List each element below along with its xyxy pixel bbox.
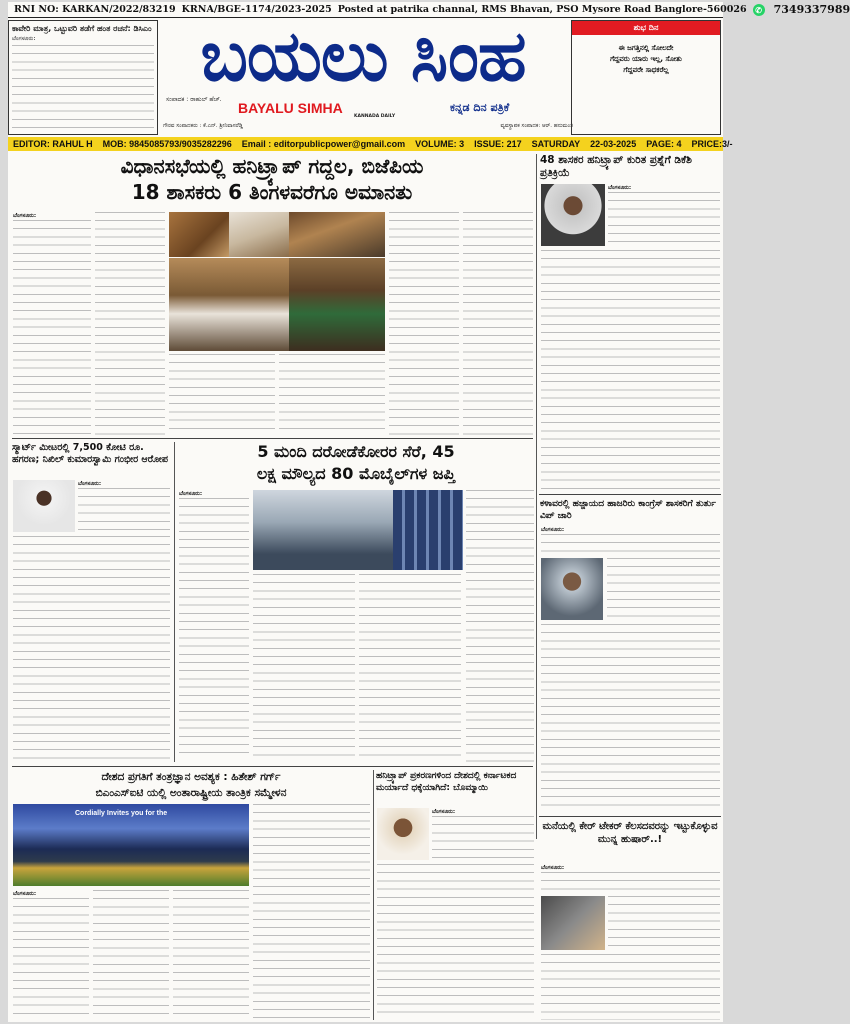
robbers-col2-lines: [253, 574, 355, 762]
robbers-col4-lines: [466, 490, 534, 762]
bommai-body: [377, 864, 534, 1020]
column-divider-right: [536, 154, 537, 839]
robbers-dateline: ಬೆಂಗಳೂರು:: [179, 491, 203, 497]
dk-intro-lines: [608, 192, 720, 246]
whip-intro-lines: [541, 534, 720, 556]
lead-col5-lines: [389, 212, 459, 437]
tech-col3-lines: [173, 890, 249, 1020]
smart-meter-dateline: ಬೆಂಗಳೂರು:: [78, 481, 102, 487]
caretaker-intro-lines: [541, 872, 720, 894]
quote-line-2: ಗೆದ್ದವರು ಯಾರು ಇಲ್ಲ, ಸೋತು: [610, 55, 682, 63]
tech-col1-lines: [13, 898, 89, 1018]
tech-divider: [373, 770, 374, 1020]
police-press-photo: [253, 490, 393, 570]
editor-name: EDITOR: RAHUL H: [13, 139, 93, 149]
left-ear-text: [12, 36, 154, 43]
smart-body-lines: [13, 536, 170, 762]
assembly-photo-3: [289, 212, 385, 257]
lead-column-1: [13, 212, 91, 437]
smart-divider: [174, 442, 175, 762]
issue-date: 22-03-2025: [590, 139, 637, 149]
whip-story-side: [607, 558, 720, 620]
whatsapp-icon: ✆: [753, 4, 765, 16]
newspaper-page: [8, 2, 850, 1022]
right-ear-quote: [572, 35, 720, 84]
tech-col2-lines: [93, 890, 169, 1020]
whatsapp-number: 7349337989: [773, 3, 850, 16]
honorary-editor: ಗೌರವ ಸಂಪಾದಕರು : ಕೆ.ಎನ್. ಶ್ರೀನಿವಾಸರೆಡ್ಡಿ: [163, 123, 243, 129]
mid-divider: [12, 766, 533, 767]
lead-headline-line-2: 18 ಶಾಸಕರು 6 ತಿಂಗಳವರೆಗೂ ಅಮಾನತು: [131, 180, 413, 204]
lead-dateline: ಬೆಂಗಳೂರು:: [13, 213, 37, 219]
whip-body-lines: [541, 624, 720, 812]
lead-col6-lines: [463, 212, 533, 437]
masthead-kannada-daily: KANNADA DAILY: [354, 114, 396, 119]
whatsapp-contact: [747, 3, 850, 16]
robbers-headline-line-1: 5 ಮಂದಿ ದರೋಡೆಕೋರರ ಸೆರೆ, 45: [257, 442, 455, 461]
assembly-photo-5: [289, 258, 385, 351]
conference-stage-photo: [13, 804, 249, 886]
krna-number: KRNA/BGE-1174/2023-2025: [181, 4, 332, 15]
whip-story-headline: ಕಳಾವರಲ್ಲಿ ಹಜ್ಜಾಯದ ಹಾಜರಿರು ಕಾಂಗ್ರೆಸ್ ಶಾಸಕರಿಗೆ ತುರ್ತು ವಿಪ್ ಜಾರಿ: [540, 499, 716, 521]
caretaker-dateline: ಬೆಂಗಳೂರು:: [541, 865, 565, 871]
left-ear-body-lines: [12, 45, 154, 129]
siddaramaiah-photo: [541, 558, 603, 620]
robbers-column-1: [179, 490, 249, 762]
tech-dateline: ಬೆಂಗಳೂರು:: [13, 891, 37, 897]
robbers-column-4: [466, 490, 534, 762]
dk-story-intro: [608, 184, 720, 246]
whip-story-body: [541, 624, 720, 812]
masthead-kannada-sub: ಕನ್ನಡ ದಿನ ಪತ್ರಿಕೆ: [450, 101, 510, 114]
volume-number: VOLUME: 3: [415, 139, 465, 149]
posted-address: Posted at patrika channal, RMS Bhavan, PSO Mysore Road Banglore-560026: [337, 4, 747, 15]
caretaker-photo: [541, 896, 605, 950]
tech-column-1: [13, 890, 89, 1020]
right-ear-heading: ಶುಭ ದಿನ: [572, 21, 720, 35]
whip-dateline: ಬೆಂಗಳೂರು:: [541, 527, 565, 533]
smart-intro-lines: [78, 488, 170, 532]
nikhil-kumaraswamy-photo: [13, 480, 75, 532]
page-number: PAGE: 4: [646, 139, 682, 149]
masthead-english-name: BAYALU SIMHA: [238, 100, 343, 116]
editor-credit: ಸಂಪಾದಕ : ರಾಹುಲ್ ಹೆಚ್.: [166, 96, 222, 103]
tech-column-right: [253, 804, 370, 1020]
robbers-column-2: [253, 574, 355, 762]
robbers-headline-line-2: ಲಕ್ಷ ಮೌಲ್ಯದ 80 ಮೊಬೈಲ್‌ಗಳ ಜಪ್ತಿ: [256, 464, 456, 483]
masthead-title: ಬಯಲು ಸಿಂಹ: [200, 15, 526, 97]
caretaker-side-lines: [608, 896, 720, 950]
whip-story-intro: [541, 526, 720, 556]
lead-col4-lines: [279, 354, 385, 434]
left-ear-dateline: ಬೆಂಗಳೂರು:: [12, 36, 36, 42]
tech-column-2: [93, 890, 169, 1020]
quote-line-3: ಗೆದ್ದವರೇ ಸಾಧಕರೆಲ್ಲ: [623, 66, 669, 74]
caretaker-headline: ಮನೆಯಲ್ಲಿ ಕೇರ್ ಟೇಕರ್ ಕೆಲಸದವರನ್ನು ಇಟ್ಟುಕೊಳ್ಳುವ ಮುನ್ನ ಹುಷಾರ್..!: [542, 821, 718, 845]
email-address: Email : editorpublicpower@gmail.com: [241, 139, 406, 149]
right-divider-2: [539, 816, 721, 817]
price: PRICE:3/-: [691, 139, 733, 149]
caretaker-body: [541, 954, 720, 1020]
lead-column-6: [463, 212, 533, 437]
issue-number: ISSUE: 217: [474, 139, 522, 149]
lead-column-2: [95, 212, 165, 437]
lead-col2-lines: [95, 212, 165, 437]
lead-headline-line-1: ವಿಧಾನಸಭೆಯಲ್ಲಿ ಹನಿಟ್ರ್ಯಾಪ್ ಗದ್ದಲ, ಬಿಜೆಪಿಯ: [120, 154, 424, 178]
quote-line-1: ಈ ಜಗತ್ತಿನಲ್ಲಿ ಸೋಲದೇ: [618, 44, 674, 52]
tech-headline-line-1: ದೇಶದ ಪ್ರಗತಿಗೆ ತಂತ್ರಜ್ಞಾನ ಅವಶ್ಯಕ : ಹಿತೇಶ್ ಗರ್ಗ್: [101, 771, 281, 783]
bommai-body-lines: [377, 864, 534, 1020]
whip-side-lines: [607, 558, 720, 620]
dk-story-headline: 48 ಶಾಸಕರ ಹನಿಟ್ರ್ಯಾಪ್ ಕುರಿತ ಪ್ರಶ್ನೆಗೆ ಡಿಕೆಶಿ ಪ್ರತಿಕ್ರಿಯೆ: [540, 154, 692, 179]
right-ear-box: [571, 20, 721, 135]
bommai-intro-lines: [432, 816, 534, 860]
dk-shivakumar-photo: [541, 184, 605, 246]
smart-meter-body: [13, 536, 170, 762]
rni-number: RNI NO: KARKAN/2022/83219: [14, 4, 176, 15]
lead-col1-lines: [13, 220, 91, 435]
managing-editor: ವ್ಯವಸ್ಥಾಪಕ ಸಂಪಾದಕ: ಆರ್. ಹನುಮಂತ: [500, 123, 573, 129]
dk-dateline: ಬೆಂಗಳೂರು:: [608, 185, 632, 191]
lead-column-5: [389, 212, 459, 437]
masthead-credits: [163, 123, 573, 130]
smart-meter-headline: ಸ್ಮಾರ್ಟ್ ಮೀಟರಲ್ಲಿ 7,500 ಕೋಟಿ ರೂ. ಹಗರಣ; ನಿಖಿಲ್ ಕುಮಾರಸ್ವಾಮಿ ಗಂಭೀರ ಆರೋಪ: [12, 442, 168, 465]
left-ear-headline: ಕಾವೇರಿ ಮಾತ್ರ, ಒಟ್ಟುವರಿ ತಡೆಗೆ ಹಂತ ರಚನೆ: ಡಿಸಿಎಂ: [12, 24, 152, 33]
bommai-dateline: ಬೆಂಗಳೂರು:: [432, 809, 456, 815]
tech-column-3: [173, 890, 249, 1020]
assembly-photo-1: [169, 212, 229, 257]
right-divider-1: [539, 494, 721, 495]
lead-col3-lines: [169, 354, 275, 434]
conference-banner-text: Cordially Invites you for the: [75, 810, 168, 817]
caretaker-body-lines: [541, 954, 720, 1020]
smart-meter-intro: [78, 480, 170, 532]
caretaker-intro: [541, 864, 720, 894]
bommai-intro: [432, 808, 534, 860]
dk-story-body: [541, 250, 720, 490]
bommai-headline: ಹನಿಟ್ರ್ಯಾಪ್ ಪ್ರಕರಣಗಳಿಂದ ದೇಶದಲ್ಲಿ ಕರ್ನಾಟಕದ ಮರ್ಯಾದೆ ಧಕ್ಕೆಯಾಗಿದೆ: ಬೊಮ್ಮಾಯಿ: [376, 771, 517, 793]
tech-headline-line-2: ಬಿಎಂಎಸ್‌ಐಟಿ ಯಲ್ಲಿ ಅಂತಾರಾಷ್ಟ್ರೀಯ ತಾಂತ್ರಿಕ ಸಮ್ಮೇಳನ: [95, 787, 287, 799]
bommai-photo: [377, 808, 429, 860]
assembly-photo-4: [169, 258, 289, 351]
assembly-photo-2: [229, 212, 289, 257]
robbers-col3-lines: [359, 574, 461, 762]
tech-col-right-lines: [253, 804, 370, 1020]
lead-column-3: [169, 354, 275, 434]
day-name: SATURDAY: [531, 139, 581, 149]
left-ear-box: [8, 20, 158, 135]
robbers-col1-lines: [179, 498, 249, 760]
lead-column-4: [279, 354, 385, 434]
issue-info-bar: [8, 137, 733, 151]
caretaker-side: [608, 896, 720, 950]
seized-phones-photo: [393, 490, 463, 570]
robbers-column-3: [359, 574, 461, 762]
mobile-numbers: MOB: 9845085793/9035282296: [102, 139, 232, 149]
dk-body-lines: [541, 250, 720, 490]
lead-divider: [12, 438, 533, 439]
